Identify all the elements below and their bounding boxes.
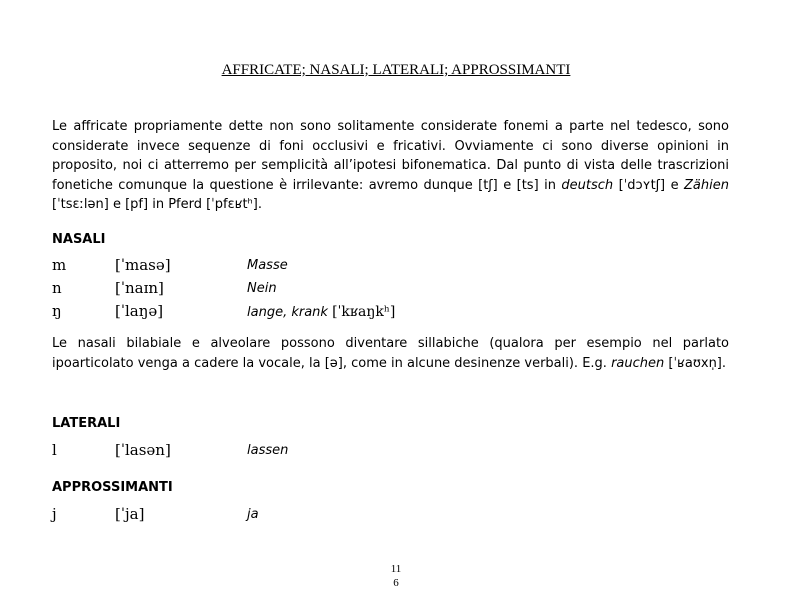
- phoneme-transcription: [ˈlaŋə]: [115, 302, 164, 320]
- page-title: AFFRICATE; NASALI; LATERALI; APPROSSIMANTI: [221, 62, 571, 78]
- page-number: [386, 562, 406, 590]
- example-transcription: [ˈkʁaŋkʰ]: [332, 304, 396, 320]
- nasali-note-text: Le nasali bilabiale e alveolare possono diventare sillabiche (qualora per esempio nel parlato ipoarticolato venga a cadere la vocale, la [ə], come in alcune desinenze verbali). E.g.: [52, 336, 729, 371]
- phoneme-transcription: [ˈnaɪn]: [115, 279, 164, 297]
- affricate-word-2: Zähien: [684, 177, 729, 193]
- nasali-row-m: [52, 256, 752, 278]
- affricate-word-1: deutsch: [561, 177, 614, 193]
- example-word: Masse: [247, 258, 288, 273]
- affricate-text-2: [ˈtsɛːlən] e [pf] in Pferd [ˈpfɛʁtʰ].: [52, 197, 263, 212]
- phoneme-transcription: [ˈlasən]: [115, 441, 171, 459]
- phoneme-symbol: ŋ: [52, 302, 62, 320]
- example-word: ja: [247, 507, 259, 522]
- example-word: lange, krank: [247, 305, 328, 320]
- nasali-note-word: rauchen: [611, 355, 665, 371]
- nasali-note: [52, 334, 729, 373]
- nasali-row-ng: [52, 302, 752, 324]
- affricate-text-1: Le affricate propriamente dette non sono solitamente considerate fonemi a parte nel tedesco, sono considerate invece sequenze di foni occlusivi e fricativi. Ovviamente ci sono diverse opinioni in proposito, noi ci atterremo per semplicità all’ipotesi bifonematica. Dal punto di vista delle trascrizioni fonetiche comunque la questione è irrilevante: avremo dunque [tʃ] e [ts] in: [52, 119, 729, 193]
- phoneme-symbol: m: [52, 256, 67, 274]
- example-word: lassen: [247, 443, 289, 458]
- phoneme-symbol: l: [52, 441, 57, 459]
- nasali-note-ipa: [ˈʁaʊxn̩].: [664, 355, 727, 371]
- example-word: Nein: [247, 281, 277, 296]
- nasali-heading: NASALI: [52, 232, 106, 247]
- phoneme-transcription: [ˈmasə]: [115, 256, 171, 274]
- page-number-line-1: 11: [390, 563, 402, 575]
- nasali-row-n: [52, 279, 752, 301]
- page-number-line-2: 6: [393, 577, 399, 589]
- example-word-group: [247, 304, 395, 320]
- approssimanti-heading: APPROSSIMANTI: [52, 480, 173, 495]
- phoneme-symbol: j: [52, 505, 57, 523]
- affricate-paragraph: [52, 117, 729, 215]
- phoneme-symbol: n: [52, 279, 62, 297]
- laterali-heading: LATERALI: [52, 416, 121, 431]
- approssimanti-row-j: [52, 505, 752, 527]
- affricate-ipa-1: [ˈdɔʏtʃ] e: [613, 177, 685, 193]
- phoneme-transcription: [ˈja]: [115, 505, 145, 523]
- laterali-row-l: [52, 441, 752, 463]
